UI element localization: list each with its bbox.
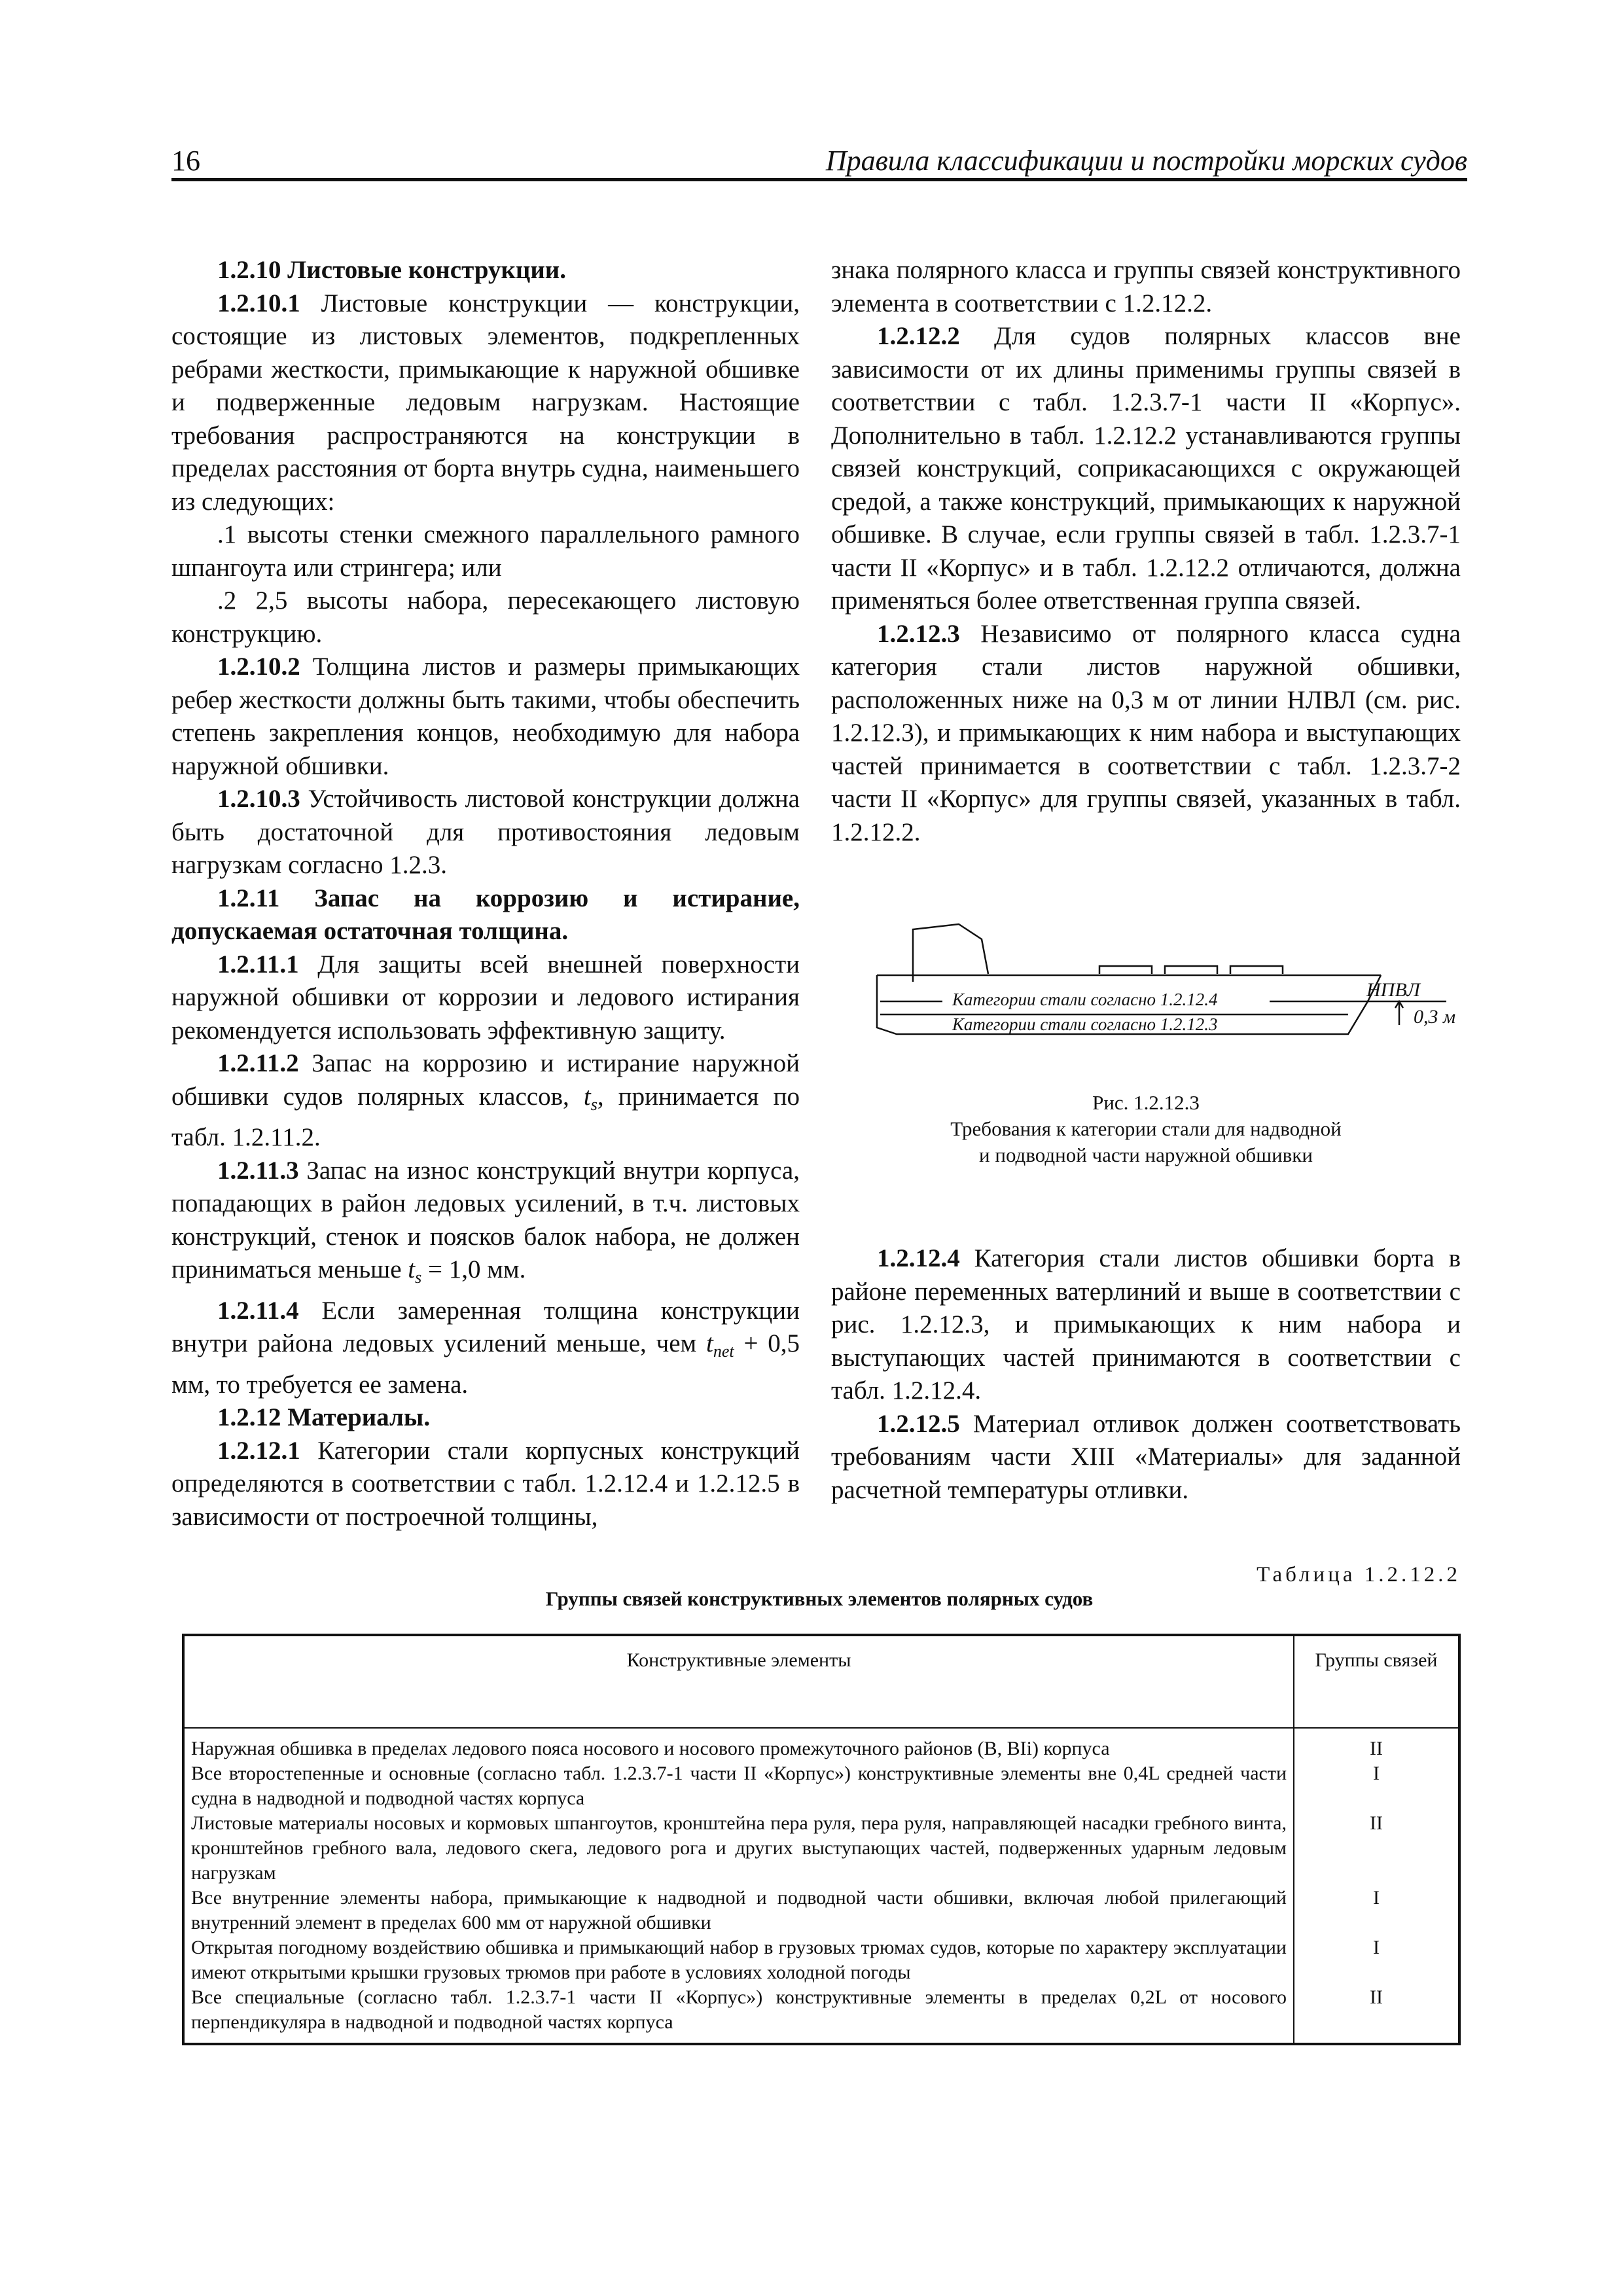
running-title: Правила классификации и постройки морских судов <box>825 145 1467 177</box>
ship-diagram <box>831 897 1461 1067</box>
para-1-2-10-3: 1.2.10.3 Устойчивость листовой конструкции должна быть достаточной для противостояния ледовым нагрузкам согласно 1.2.3. <box>171 785 800 879</box>
figure-caption-line1: Требования к категории стали для надводной <box>950 1117 1342 1140</box>
table-cell-group: I <box>1294 1935 1459 1985</box>
table-row <box>183 1935 1459 1985</box>
table-cell-element: Все второстепенные и основные (согласно табл. 1.2.3.7-1 части II «Корпус») конструктивные элементы вне 0,4L средней части судна в надводной и подводной частях корпуса <box>183 1761 1294 1811</box>
superstructure-outline <box>913 924 988 982</box>
para-1-2-12-3: 1.2.12.3 Независимо от полярного класса судна категория стали листов наружной обшивки, расположенных ниже на 0,3 м от линии НЛВЛ (см. рис. 1.2.12.3), и примыкающих к ним набора и выступающих частей принимается в соответствии с табл. 1.2.3.7-2 части II «Корпус» для группы связей, указанных в табл. 1.2.12.2. <box>831 619 1461 846</box>
structural-groups-table <box>182 1634 1461 2045</box>
list-item-2: .2 2,5 высоты набора, пересекающего листовую конструкцию. <box>171 586 800 648</box>
para-1-2-11-2: 1.2.11.2 Запас на коррозию и истирание наружной обшивки судов полярных классов, $t_s$, принимается по табл. 1.2.11.2. <box>171 1049 800 1151</box>
figure-caption <box>831 1090 1461 1168</box>
label-lower-category: Категории стали согласно 1.2.12.3 <box>952 1014 1218 1034</box>
para-1-2-12-5: 1.2.12.5 Материал отливок должен соответствовать требованиям части XIII «Материалы» для заданной расчетной температуры отливки. <box>831 1409 1461 1504</box>
table-cell-group: I <box>1294 1761 1459 1811</box>
table-cell-element: Все специальные (согласно табл. 1.2.3.7-1 части II «Корпус») конструктивные элементы в пределах 0,2L от носового перпендикуляра в надводной и подводной частях корпуса <box>183 1985 1294 2044</box>
waterline-label: НПВЛ <box>1366 979 1420 1001</box>
section-1-2-10-title: 1.2.10 Листовые конструкции. <box>217 256 567 284</box>
para-1-2-11-4: 1.2.11.4 Если замеренная толщина конструкции внутри района ледовых усилений меньше, чем $t_{net} + 0,5$ мм, то требуется ее замена. <box>171 1296 800 1399</box>
table-cell-group: II <box>1294 1811 1459 1886</box>
header-elements: Конструктивные элементы <box>183 1635 1294 1728</box>
table-cell-group: II <box>1294 1985 1459 2044</box>
para-1-2-12-1: 1.2.12.1 Категории стали корпусных конструкций определяются в соответствии с табл. 1.2.12.4 и 1.2.12.5 в зависимости от построечной толщины, <box>171 1436 800 1531</box>
left-column <box>171 254 800 1534</box>
table-cell-element: Листовые материалы носовых и кормовых шпангоутов, кронштейна пера руля, пера руля, направляющей насадки гребного винта, кронштейнов гребного вала, ледового скега, ледового рога и других выступающих частей, подверженных ударным ледовым нагрузкам <box>183 1811 1294 1886</box>
table-row <box>183 1761 1459 1811</box>
page-header <box>171 144 1467 183</box>
para-1-2-12-4: 1.2.12.4 Категория стали листов обшивки борта в районе переменных ватерлиний и выше в соответствии с рис. 1.2.12.3, и примыкающих к ним набора и выступающих частей принимаются в соответствии с табл. 1.2.12.4. <box>831 1244 1461 1405</box>
table-row <box>183 1985 1459 2044</box>
para-1-2-10-2: 1.2.10.2 Толщина листов и размеры примыкающих ребер жесткости должны быть такими, чтобы обеспечить степень закрепления концов, необходимую для набора наружной обшивки. <box>171 653 800 780</box>
para-continuation: знака полярного класса и группы связей конструктивного элемента в соответствии с 1.2.12.2. <box>831 256 1461 317</box>
table-cell-element: Открытая погодному воздействию обшивка и примыкающий набор в грузовых трюмах судов, которые по характеру эксплуатации имеют открытыми крышки грузовых трюмов при работе в условиях холодной погоды <box>183 1935 1294 1985</box>
table-row <box>183 1728 1459 1761</box>
label-upper-category: Категории стали согласно 1.2.12.4 <box>952 990 1218 1009</box>
para-1-2-11-1: 1.2.11.1 Для защиты всей внешней поверхности наружной обшивки от коррозии и ледового истирания рекомендуется использовать эффективную защиту. <box>171 950 800 1045</box>
table-cell-element: Все внутренние элементы набора, примыкающие к надводной и подводной части обшивки, включая любой прилегающий внутренний элемент в пределах 600 мм от наружной обшивки <box>183 1886 1294 1935</box>
table-label: Таблица 1.2.12.2 <box>1257 1563 1461 1587</box>
table-title: Группы связей конструктивных элементов полярных судов <box>545 1587 1094 1610</box>
figure-caption-line2: и подводной части наружной обшивки <box>979 1143 1313 1166</box>
right-column-lower <box>831 1242 1461 1507</box>
right-column-upper <box>831 254 1461 849</box>
table-row <box>183 1811 1459 1886</box>
header-rule <box>171 178 1467 181</box>
page-number: 16 <box>171 145 200 177</box>
hatch-cover-1 <box>1099 966 1152 974</box>
table-cell-group: I <box>1294 1886 1459 1935</box>
table-row <box>183 1886 1459 1935</box>
section-1-2-11-title: 1.2.11 Запас на коррозию и истирание, допускаемая остаточная толщина. <box>171 884 800 945</box>
para-1-2-10-1: 1.2.10.1 Листовые конструкции — конструкции, состоящие из листовых элементов, подкрепленных ребрами жесткости, примыкающие к наружной обшивке и подверженные ледовым нагрузкам. Настоящие требования распространяются на конструкции в пределах расстояния от борта внутрь судна, наименьшего из следующих: <box>171 289 800 516</box>
hatch-cover-3 <box>1230 966 1283 974</box>
para-1-2-12-2: 1.2.12.2 Для судов полярных классов вне зависимости от их длины применимы группы связей в соответствии с табл. 1.2.3.7-1 части II «Корпус». Дополнительно в табл. 1.2.12.2 устанавливаются группы связей конструкций, соприкасающихся с окружающей средой, а также конструкций, примыкающих к наружной обшивке. В случае, если группы связей в табл. 1.2.3.7-1 части II «Корпус» и в табл. 1.2.12.2 отличаются, должна применяться более ответственная группа связей. <box>831 322 1461 615</box>
section-1-2-12-title: 1.2.12 Материалы. <box>217 1403 431 1431</box>
figure-caption-number: Рис. 1.2.12.3 <box>1092 1091 1200 1114</box>
depth-label: 0,3 м <box>1414 1006 1456 1028</box>
para-1-2-11-3: 1.2.11.3 Запас на износ конструкций внутри корпуса, попадающих в район ледовых усилений, в т.ч. листовых конструкций, стенок и поясков балок набора, не должен приниматься меньше $t_s = 1,0$ мм. <box>171 1156 800 1287</box>
hatch-cover-2 <box>1165 966 1217 974</box>
table-cell-group: II <box>1294 1728 1459 1761</box>
table-header-row <box>183 1635 1459 1728</box>
table-cell-element: Наружная обшивка в пределах ледового пояса носового и носового промежуточного районов (B, BIi) корпуса <box>183 1728 1294 1761</box>
header-groups: Группы связей <box>1294 1635 1459 1728</box>
list-item-1: .1 высоты стенки смежного параллельного рамного шпангоута или стрингера; или <box>171 520 800 582</box>
